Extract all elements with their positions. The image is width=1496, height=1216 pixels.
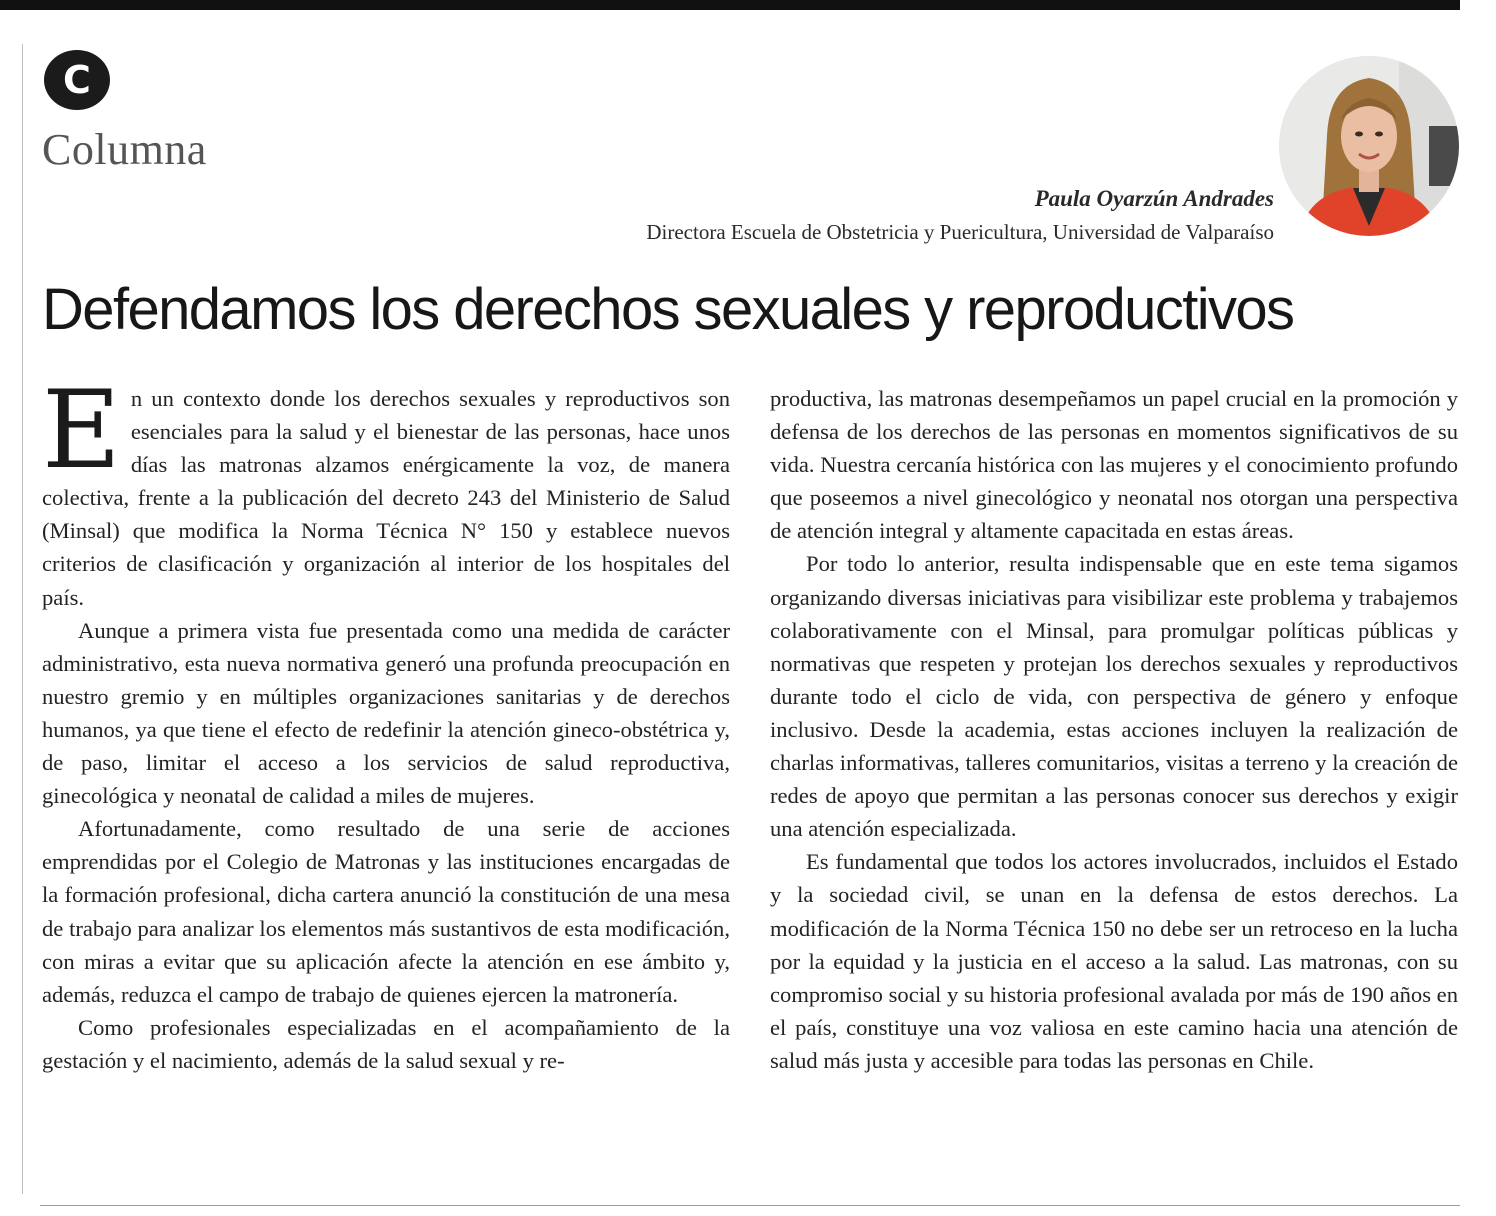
section-name: Columna [42, 125, 207, 174]
section-badge: C [44, 50, 110, 110]
author-role: Directora Escuela de Obstetricia y Puericultura, Universidad de Valparaíso [646, 220, 1274, 244]
article-paragraph-4-continued: productiva, las matronas desempeñamos un papel crucial en la promoción y defensa de los derechos de las personas en momentos significativos de su vida. Nuestra cercanía histórica con las mujeres y el conocimiento profundo que poseemos a nivel ginecológico y neonatal nos otorgan una perspectiva de atención integral y altamente capacitada en estas áreas. [770, 386, 1458, 544]
article-paragraph-1 [42, 368, 730, 614]
article-paragraph-2: Aunque a primera vista fue presentada como una medida de carácter administrativo, esta nueva normativa generó una profunda preocupación en nuestro gremio y en múltiples organizaciones sanitarias y de derechos humanos, ya que tiene el efecto de redefinir la atención gineco-obstétrica y, de paso, limitar el acceso a los servicios de salud reproductiva, ginecológica y neonatal de calidad a miles de mujeres. [42, 617, 730, 809]
author-photo [1279, 56, 1459, 236]
article-paragraph-4: Como profesionales especializadas en el acompañamiento de la gestación y el nacimiento, además de la salud sexual y re- [42, 1014, 730, 1073]
article-column-right [770, 382, 1458, 1077]
bottom-rule [40, 1205, 1460, 1206]
author-name: Paula Oyarzún Andrades [1034, 186, 1274, 211]
left-margin-rule [22, 44, 23, 1194]
top-rule [0, 0, 1460, 10]
headline: Defendamos los derechos sexuales y reproductivos [42, 277, 1294, 342]
author-portrait-illustration [1279, 56, 1459, 236]
paragraph-1-text: n un contexto donde los derechos sexuales y reproductivos son esenciales para la salud y el bienestar de las personas, hace unos días las matronas alzamos enérgicamente la voz, de manera colectiva, frente a la publicación del decreto 243 del Ministerio de Salud (Minsal) que modifica la Norma Técnica N° 150 y establece nuevos criterios de clasificación y organización al interior de los hospitales del país. [42, 386, 730, 610]
article-paragraph-3: Afortunadamente, como resultado de una serie de acciones emprendidas por el Colegio de Matronas y las instituciones encargadas de la formación profesional, dicha cartera anunció la constitución de una mesa de trabajo para analizar los elementos más sustantivos de esta modificación, con miras a evitar que su aplicación afecte la atención en ese ámbito y, además, reduzca el campo de trabajo de quienes ejercen la matronería. [42, 816, 730, 1007]
drop-cap: E [42, 368, 121, 493]
article-paragraph-5: Por todo lo anterior, resulta indispensable que en este tema sigamos organizando diversas iniciativas para visibilizar este problema y trabajemos colaborativamente con el Minsal, para promulgar políticas públicas y normativas que respeten y protejan los derechos sexuales y reproductivos durante todo el ciclo de vida, con perspectiva de género y enfoque inclusivo. Desde la academia, estas acciones incluyen la realización de charlas informativas, talleres comunitarios, visitas a terreno y la creación de redes de apoyo que permitan a las personas conocer sus derechos y exigir una atención especializada. [770, 551, 1458, 842]
article-paragraph-6: Es fundamental que todos los actores involucrados, incluidos el Estado y la sociedad civil, se unan en la defensa de estos derechos. La modificación de la Norma Técnica 150 no debe ser un retroceso en la lucha por la equidad y la justicia en el acceso a la salud. Las matronas, con su compromiso social y su historia profesional avalada por más de 190 años en el país, constituye una voz valiosa en este camino hacia una atención de salud más justa y accesible para todas las personas en Chile. [770, 849, 1458, 1073]
article-column-left [42, 368, 730, 1077]
